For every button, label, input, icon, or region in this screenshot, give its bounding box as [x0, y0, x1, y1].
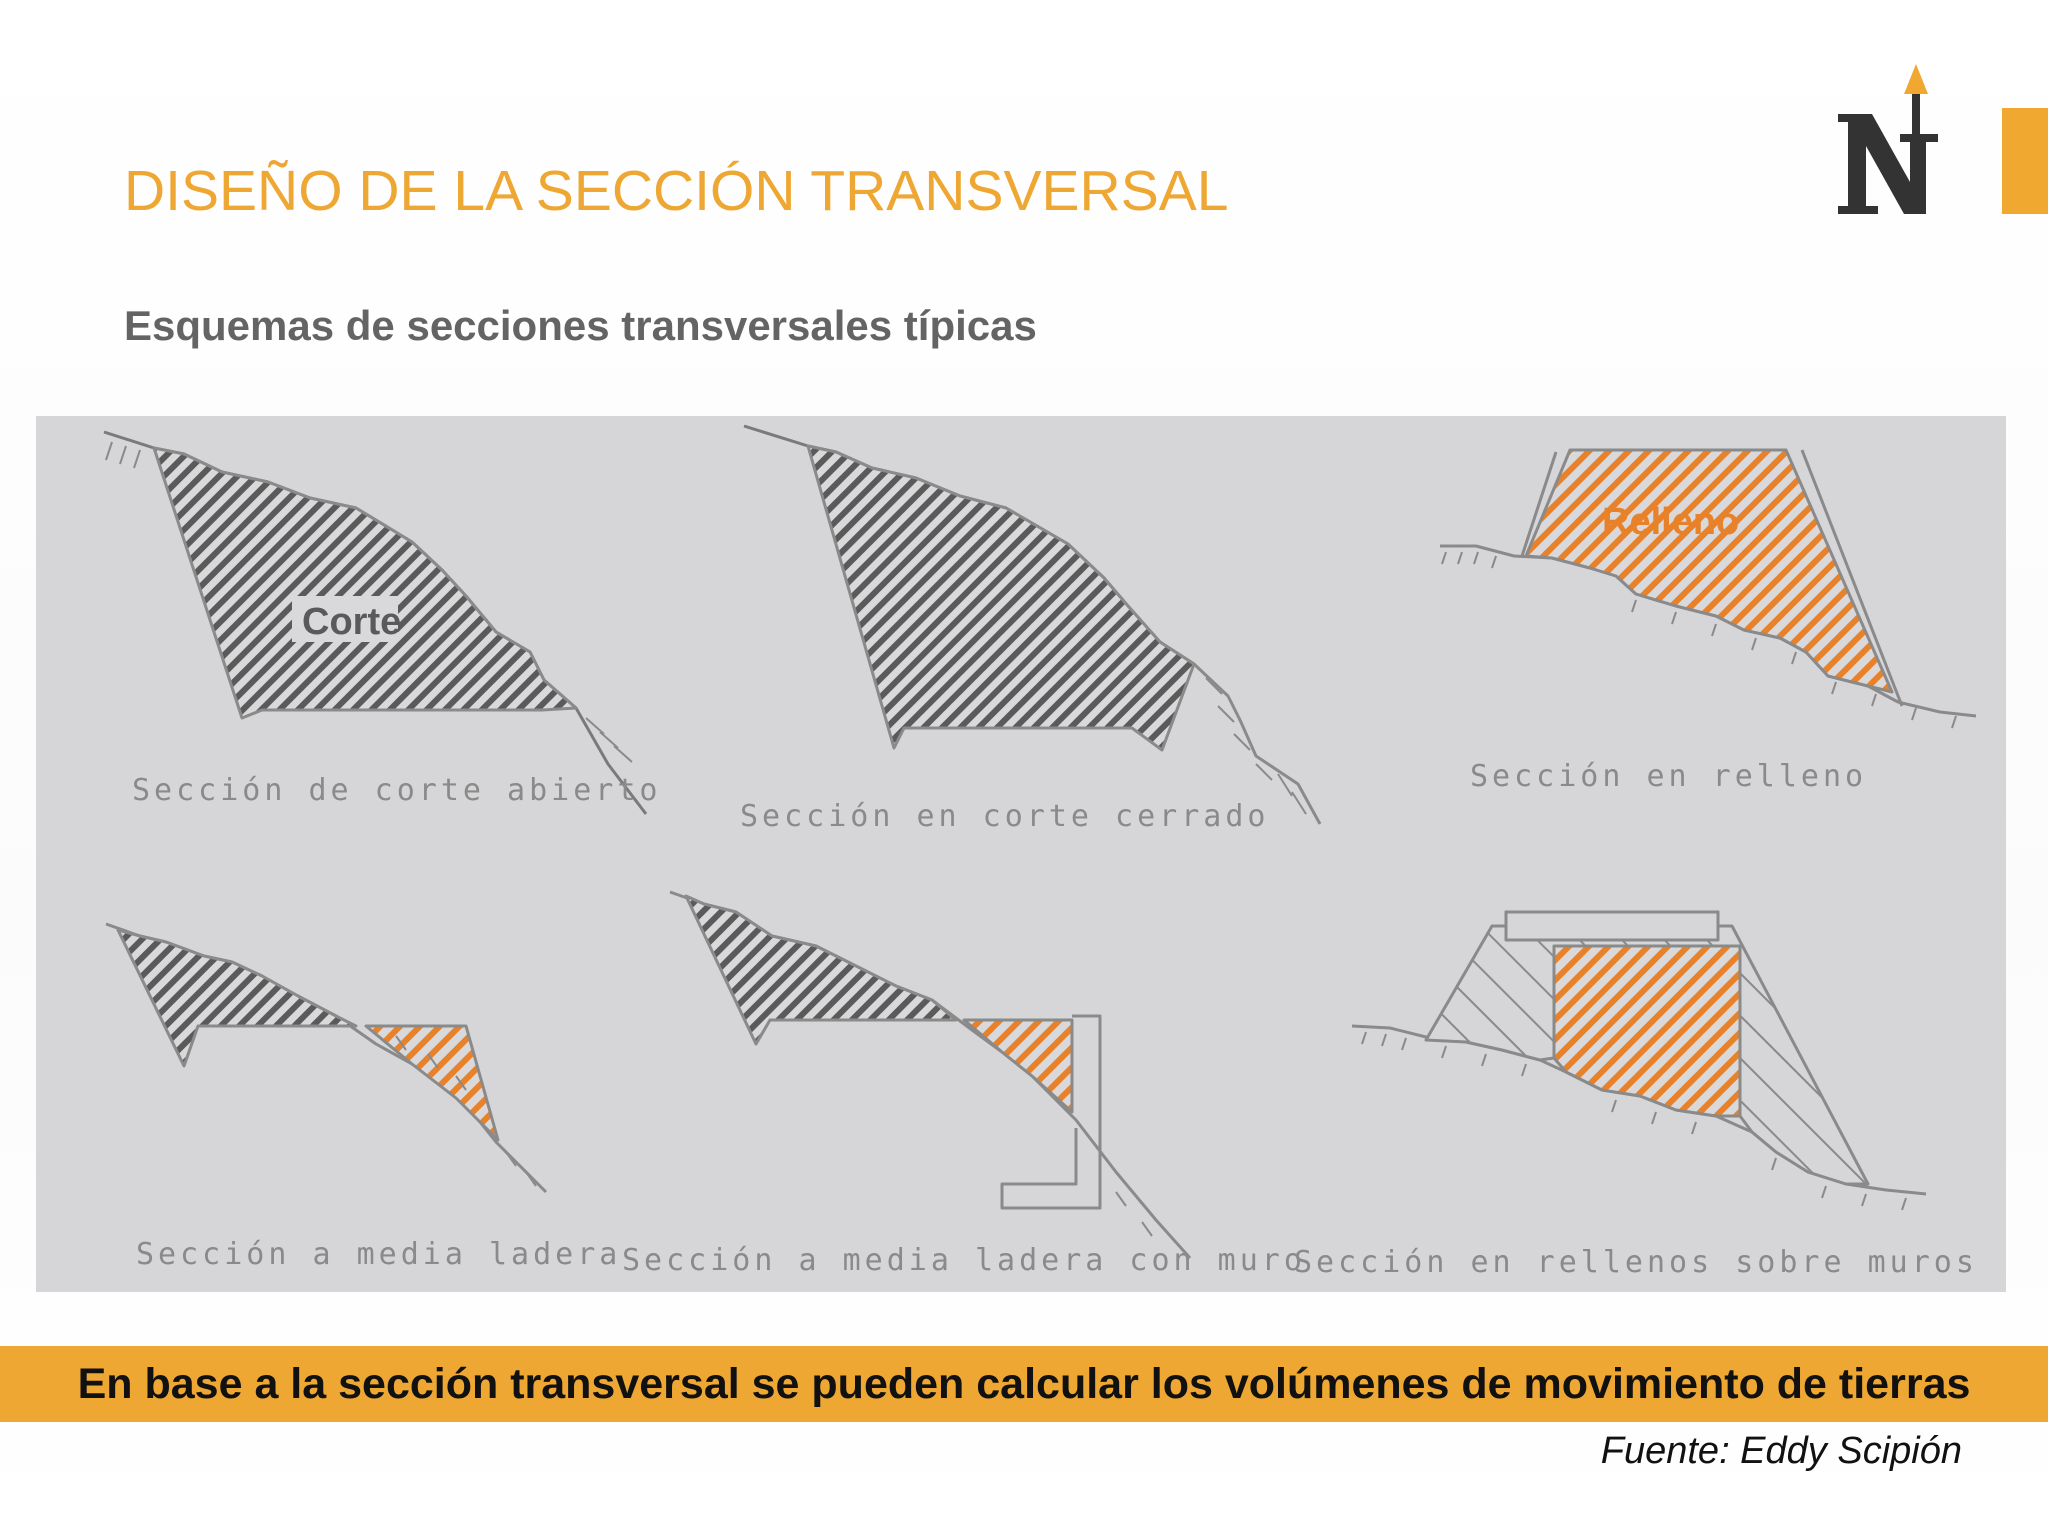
page-subtitle: Esquemas de secciones transversales típicas — [124, 302, 1037, 349]
diagram-half-slope-wall — [670, 892, 1190, 1258]
diagram-closed-cut — [744, 426, 1320, 824]
caption-fill: Sección en relleno — [1470, 759, 1868, 794]
caption-closed-cut: Sección en corte cerrado — [740, 799, 1270, 834]
diagram-fill-walls — [1352, 912, 1926, 1210]
caption-half-slope-wall: Sección a media ladera con muro — [622, 1243, 1306, 1278]
accent-bar — [2002, 108, 2048, 214]
source-credit: Fuente: Eddy Scipión — [1600, 1430, 1962, 1472]
diagram-fill — [1440, 450, 1976, 728]
n-arrow-logo-icon — [1838, 64, 1948, 224]
cross-section-diagrams — [36, 416, 2006, 1292]
caption-fill-walls: Sección en rellenos sobre muros — [1294, 1245, 1978, 1280]
diagram-half-slope — [106, 924, 546, 1192]
cut-label: Corte — [302, 601, 402, 643]
summary-banner — [0, 1346, 2048, 1422]
page-title: DISEÑO DE LA SECCIÓN TRANSVERSAL — [124, 159, 1229, 223]
fill-label: Relleno — [1602, 501, 1740, 543]
caption-open-cut: Sección de corte abierto — [132, 773, 662, 808]
summary-banner-text: En base a la sección transversal se pueden calcular los volúmenes de movimiento de tierras — [77, 1359, 1971, 1408]
caption-half-slope: Sección a media ladera — [136, 1237, 622, 1272]
